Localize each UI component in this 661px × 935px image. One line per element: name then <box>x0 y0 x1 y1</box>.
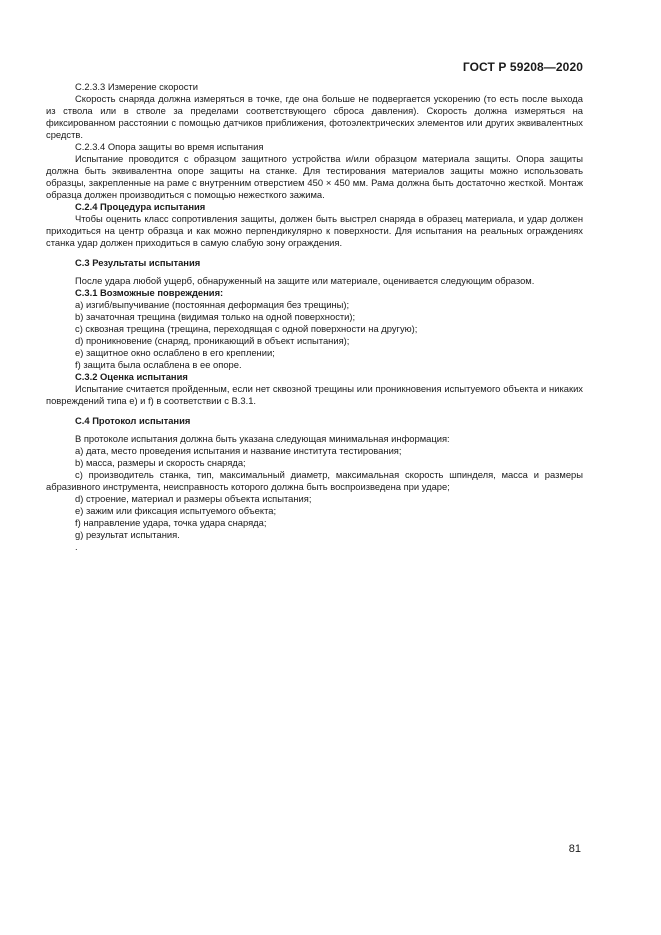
section-c32-text: Испытание считается пройденным, если нет сквозной трещины или проникновения испытуемого объекта и никаких повреждений типа е) и f) в соответствии с В.3.1. <box>46 383 583 406</box>
list-item: g) результат испытания. <box>75 529 180 540</box>
list-item: а) дата, место проведения испытания и название института тестирования; <box>75 445 402 456</box>
list-item: d) проникновение (снаряд, проникающий в объект испытания); <box>75 335 350 346</box>
list-item: b) масса, размеры и скорость снаряда; <box>75 457 246 468</box>
list-item: f) направление удара, точка удара снаряда; <box>75 517 267 528</box>
list-item: b) зачаточная трещина (видимая только на одной поверхности); <box>75 311 356 322</box>
list-item: с) сквозная трещина (трещина, переходящая с одной поверхности на другую); <box>75 323 418 334</box>
section-c32-heading: С.3.2 Оценка испытания <box>75 371 188 382</box>
section-c3-heading: С.3 Результаты испытания <box>75 257 201 268</box>
page-number: 81 <box>568 843 581 855</box>
document-body <box>46 81 583 553</box>
section-c31-heading: С.3.1 Возможные повреждения: <box>75 287 224 298</box>
list-item: с) производитель станка, тип, максимальный диаметр, максимальная скорость шпинделя, масса и размеры абразивного инструмента, неисправность которого должна быть воспроизведена при ударе; <box>46 469 583 492</box>
section-c4-heading: С.4 Протокол испытания <box>75 415 191 426</box>
section-c234-text: Испытание проводится с образцом защитного устройства и/или образцом материала защиты. Опора защиты должна быть эквивалентна опоре защиты на станке. Для тестирования материалов защиты можно использовать образцы, закрепленные на раме с внутренним отверстием 450 × 450 мм. Рама должна быть достаточно жесткой. Монтаж образца должен производиться с помощью нежесткого зажима. <box>46 153 583 200</box>
trailing-mark: . <box>75 541 78 552</box>
section-c3-text: После удара любой ущерб, обнаруженный на защите или материале, оценивается следующим образом. <box>75 275 535 286</box>
section-c4-text: В протоколе испытания должна быть указана следующая минимальная информация: <box>75 433 450 444</box>
section-c24-heading: С.2.4 Процедура испытания <box>75 201 206 212</box>
document-id-header: ГОСТ Р 59208—2020 <box>462 60 583 74</box>
list-item: а) изгиб/выпучивание (постоянная деформация без трещины); <box>75 299 350 310</box>
list-item: d) строение, материал и размеры объекта испытания; <box>75 493 312 504</box>
section-c234-heading: С.2.3.4 Опора защиты во время испытания <box>75 141 264 152</box>
section-c24-text: Чтобы оценить класс сопротивления защиты, должен быть выстрел снаряда в образец материала, и удар должен приходиться на центр образца и как можно перпендикулярно к поверхности. Для испытания на реальных ограждениях станка удар должен приходиться в самую слабую зону ограждения. <box>46 213 583 248</box>
list-item: f) защита была ослаблена в ее опоре. <box>75 359 242 370</box>
list-item: е) зажим или фиксация испытуемого объекта; <box>75 505 277 516</box>
list-item: е) защитное окно ослаблено в его креплении; <box>75 347 275 358</box>
section-c233-heading: С.2.3.3 Измерение скорости <box>75 81 198 92</box>
section-c233-text: Скорость снаряда должна измеряться в точке, где она больше не подвергается ускорению (то есть после выхода из ствола или в стволе за пределами соответствующего сброса давления). Скорость должна измеряться на фиксированном расстоянии с помощью датчиков приближения, фотоэлектрических элементов или других эквивалентных средств. <box>46 93 583 140</box>
